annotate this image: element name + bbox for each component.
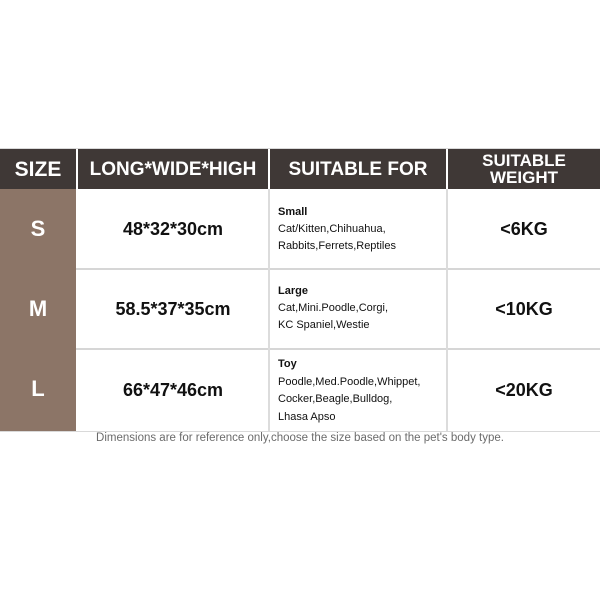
dimensions-m: 58.5*37*35cm	[115, 298, 231, 319]
size-column	[0, 189, 76, 431]
suitable-line: Cat/Kitten,Chihuahua,	[278, 223, 386, 235]
suitable-line: Rabbits,Ferrets,Reptiles	[278, 240, 396, 252]
size-label-l: L	[31, 376, 45, 401]
category-s: Small	[278, 206, 308, 218]
suitable-line: KC Spaniel,Westie	[278, 319, 370, 331]
category-m: Large	[278, 285, 308, 297]
table-header	[0, 149, 600, 189]
suitable-s	[278, 204, 444, 255]
size-label-s: S	[30, 216, 46, 241]
header-weight-line1: SUITABLE	[482, 151, 566, 170]
suitable-l	[278, 356, 444, 426]
header-suitable-weight	[448, 149, 600, 189]
weight-m: <10KG	[495, 298, 553, 319]
category-l: Toy	[278, 358, 297, 370]
weight-s: <6KG	[500, 218, 548, 239]
weight-l: <20KG	[495, 379, 553, 400]
suitable-m	[278, 283, 444, 334]
suitable-line: Lhasa Apso	[278, 410, 336, 423]
footnote: Dimensions are for reference only,choose the size based on the pet's body type.	[96, 432, 504, 444]
suitable-line: Cocker,Beagle,Bulldog,	[278, 393, 393, 405]
column-divider	[268, 189, 270, 431]
header-suitable-for: SUITABLE FOR	[288, 158, 428, 180]
header-weight-line2: WEIGHT	[490, 168, 558, 187]
dimensions-s: 48*32*30cm	[122, 218, 224, 239]
header-dimensions: LONG*WIDE*HIGH	[89, 158, 257, 180]
dimensions-l: 66*47*46cm	[122, 379, 224, 400]
size-label-m: M	[28, 296, 48, 321]
suitable-line: Cat,Mini.Poodle,Corgi,	[278, 302, 389, 314]
header-size: SIZE	[14, 157, 62, 181]
suitable-line: Poodle,Med.Poodle,Whippet,	[278, 375, 421, 388]
size-chart-table	[0, 148, 600, 432]
